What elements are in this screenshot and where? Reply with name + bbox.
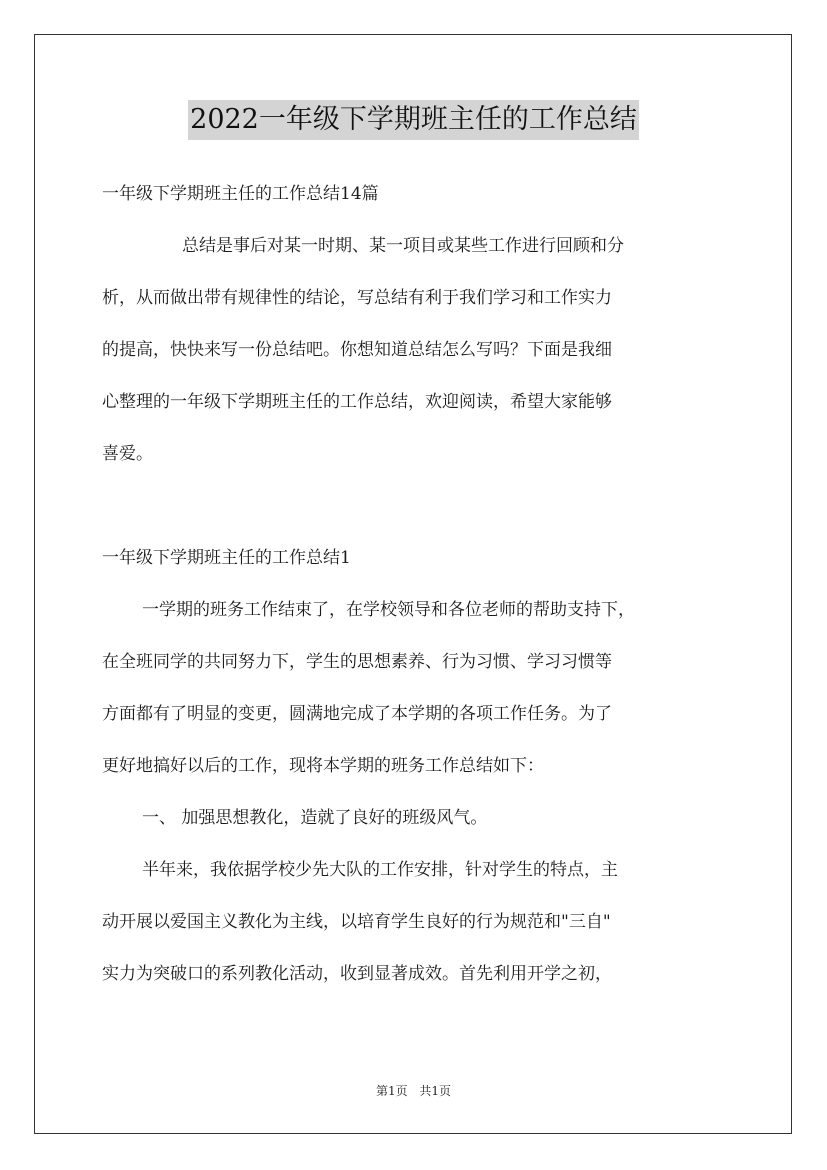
intro-line: 总结是事后对某一时期、某一项目或某些工作进行回顾和分 [182,236,624,256]
point-heading: 一、 加强思想教化，造就了良好的班级风气。 [142,808,488,828]
document-subtitle: 一年级下学期班主任的工作总结14篇 [102,184,379,204]
intro-line: 析，从而做出带有规律性的结论，写总结有利于我们学习和工作实力 [102,288,612,308]
paragraph-line: 实力为突破口的系列教化活动，收到显著成效。首先利用开学之初， [102,964,612,984]
spacer [102,480,726,532]
paragraph-line: 在全班同学的共同努力下，学生的思想素养、行为习惯、学习习惯等 [102,652,612,672]
document-title: 2022一年级下学期班主任的工作总结 [188,100,639,140]
paragraph-line: 半年来，我依据学校少先大队的工作安排，针对学生的特点，主 [142,860,618,880]
page-footer [0,1082,827,1099]
paragraph-line: 更好地搞好以后的工作，现将本学期的班务工作总结如下： [102,756,544,776]
title-container [0,100,827,140]
page-total: 共1页 [419,1084,452,1098]
section-heading: 一年级下学期班主任的工作总结1 [102,548,351,568]
paragraph-line: 动开展以爱国主义教化为主线，以培育学生良好的行为规范和"三自" [102,912,611,932]
page-number: 第1页 [375,1084,408,1098]
document-body [102,168,726,1000]
intro-line: 心整理的一年级下学期班主任的工作总结，欢迎阅读，希望大家能够 [102,392,612,412]
intro-line: 的提高，快快来写一份总结吧。你想知道总结怎么写吗？下面是我细 [102,340,612,360]
paragraph-line: 方面都有了明显的变更，圆满地完成了本学期的各项工作任务。为了 [102,704,612,724]
intro-line: 喜爱。 [102,444,153,464]
paragraph-line: 一学期的班务工作结束了，在学校领导和各位老师的帮助支持下， [142,600,635,620]
